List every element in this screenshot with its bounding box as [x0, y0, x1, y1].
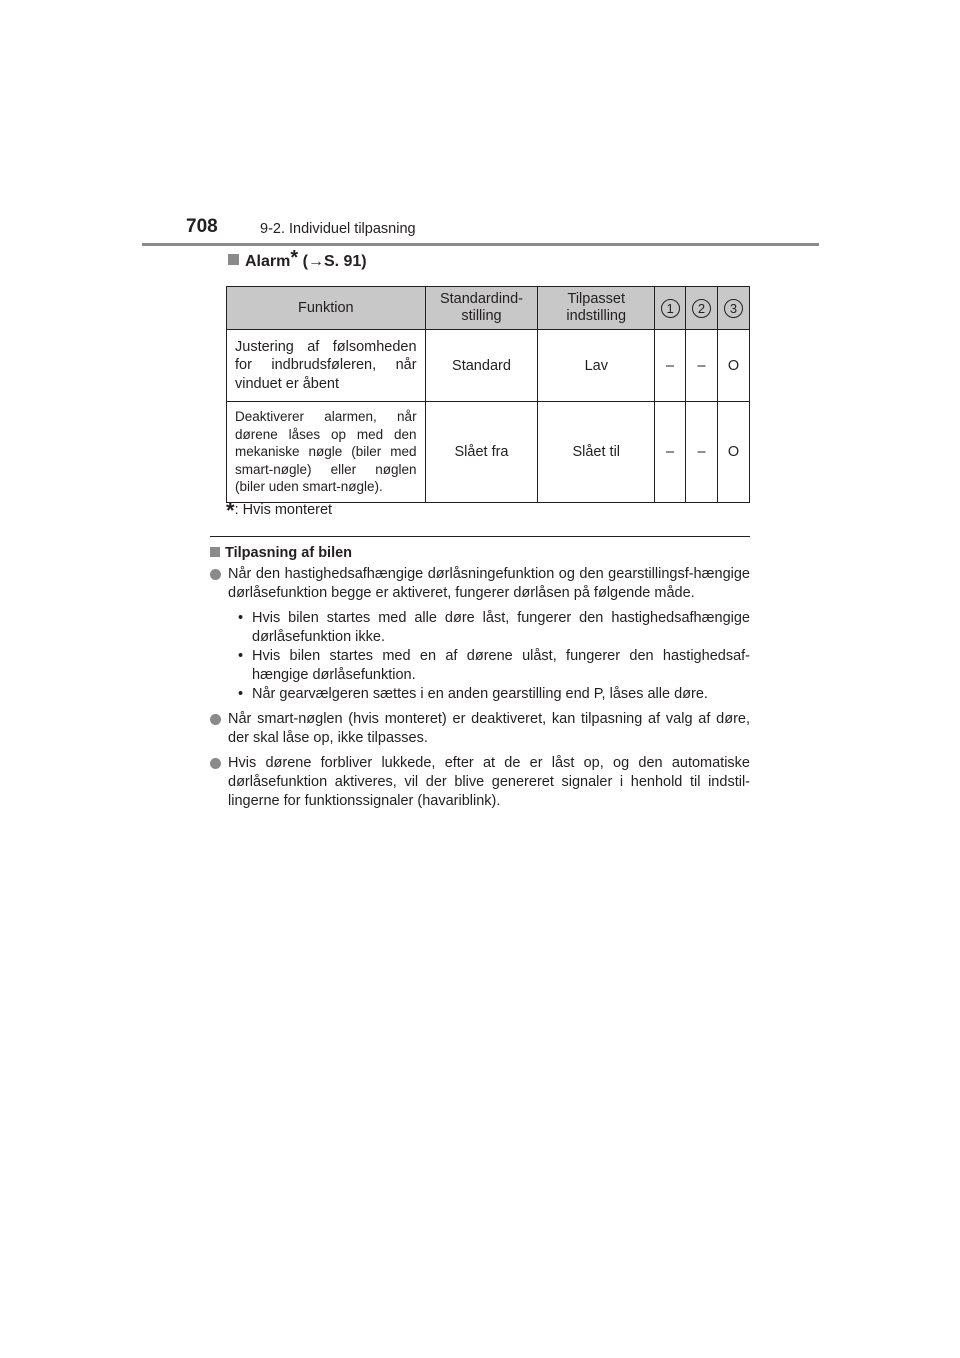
cell-method-3: O [718, 402, 750, 503]
section-title [228, 247, 367, 271]
notes-subtitle-text: Tilpasning af bilen [225, 545, 353, 561]
cell-method-1: – [655, 402, 686, 503]
list-item [210, 710, 750, 748]
list-item-text: Hvis dørene forbliver lukkede, efter at de er låst op, og den automatiske dørlåsefunktion aktiveres, vil der blive genereret signaler i henhold til indstil-lingerne for funktionssignaler (havariblink). [228, 755, 750, 809]
circled-number-2-icon: 2 [692, 299, 711, 318]
cell-method-2: – [686, 402, 718, 503]
circled-number-3-icon: 3 [724, 299, 743, 318]
footnote-text: : Hvis monteret [234, 502, 333, 518]
divider [210, 536, 750, 537]
table-row [227, 402, 750, 503]
cell-custom: Slået til [538, 402, 655, 503]
footnote [226, 498, 333, 523]
section-title-text: Alarm [245, 253, 291, 270]
header-function: Funktion [227, 287, 426, 330]
bullet-marker: • [238, 648, 244, 664]
square-bullet-icon [210, 547, 220, 557]
sub-list-item-text: Når gearvælgeren sættes i en anden gearstilling end P, låses alle døre. [252, 686, 708, 702]
cell-function: Deaktiverer alarmen, når dørene låses op med den mekaniske nøgle (biler med smart-nøgle) eller nøglen (biler uden smart-nøgle). [227, 402, 426, 503]
notes-subtitle [210, 544, 750, 563]
bullet-dot-icon [210, 758, 221, 769]
list-item-text: Når den hastighedsafhængige dørlåsningefunktion og den gearstillingsf-hængige dørlåsefunktion begge er aktiveret, fungerer dørlåsen på følgende måde. [228, 566, 750, 601]
sub-list-item [228, 609, 750, 647]
cell-function: Justering af følsomheden for indbrudsføleren, når vinduet er åbent [227, 330, 426, 402]
sub-list-item [228, 685, 750, 704]
header-method-2 [686, 287, 718, 330]
cell-default: Standard [425, 330, 538, 402]
circled-number-1-icon: 1 [661, 299, 680, 318]
footnote-star: * [290, 247, 299, 269]
section-header: 9-2. Individuel tilpasning [260, 221, 416, 237]
cell-custom: Lav [538, 330, 655, 402]
list-item-text: Når smart-nøglen (hvis monteret) er deaktiveret, kan tilpasning af valg af døre, der skal låse op, ikke tilpasses. [228, 711, 750, 746]
page-number: 708 [186, 216, 218, 237]
header-method-3 [718, 287, 750, 330]
header-method-1 [655, 287, 686, 330]
table-header-row [227, 287, 750, 330]
sub-list-item [228, 647, 750, 685]
cell-method-2: – [686, 330, 718, 402]
bullet-dot-icon [210, 714, 221, 725]
notes-section [210, 544, 750, 817]
bullet-marker: • [238, 686, 244, 702]
bullet-dot-icon [210, 569, 221, 580]
footnote-star: * [226, 498, 235, 523]
table-row [227, 330, 750, 402]
square-bullet-icon [228, 254, 239, 265]
sub-list-item-text: Hvis bilen startes med en af dørene ulåst, fungerer den hastighedsaf-hængige dørlåsefunktion. [252, 648, 750, 683]
header-rule [142, 243, 819, 246]
header-default: Standardind-stilling [425, 287, 538, 330]
header-custom: Tilpasset indstilling [538, 287, 655, 330]
cell-method-1: – [655, 330, 686, 402]
list-item [210, 565, 750, 704]
settings-table [226, 286, 750, 503]
sub-list [228, 609, 750, 704]
cell-method-3: O [718, 330, 750, 402]
bullet-marker: • [238, 610, 244, 626]
section-title-ref: (→S. 91) [302, 253, 367, 270]
list-item [210, 754, 750, 811]
sub-list-item-text: Hvis bilen startes med alle døre låst, fungerer den hastighedsafhængige dørlåsefunktion ikke. [252, 610, 750, 645]
cell-default: Slået fra [425, 402, 538, 503]
